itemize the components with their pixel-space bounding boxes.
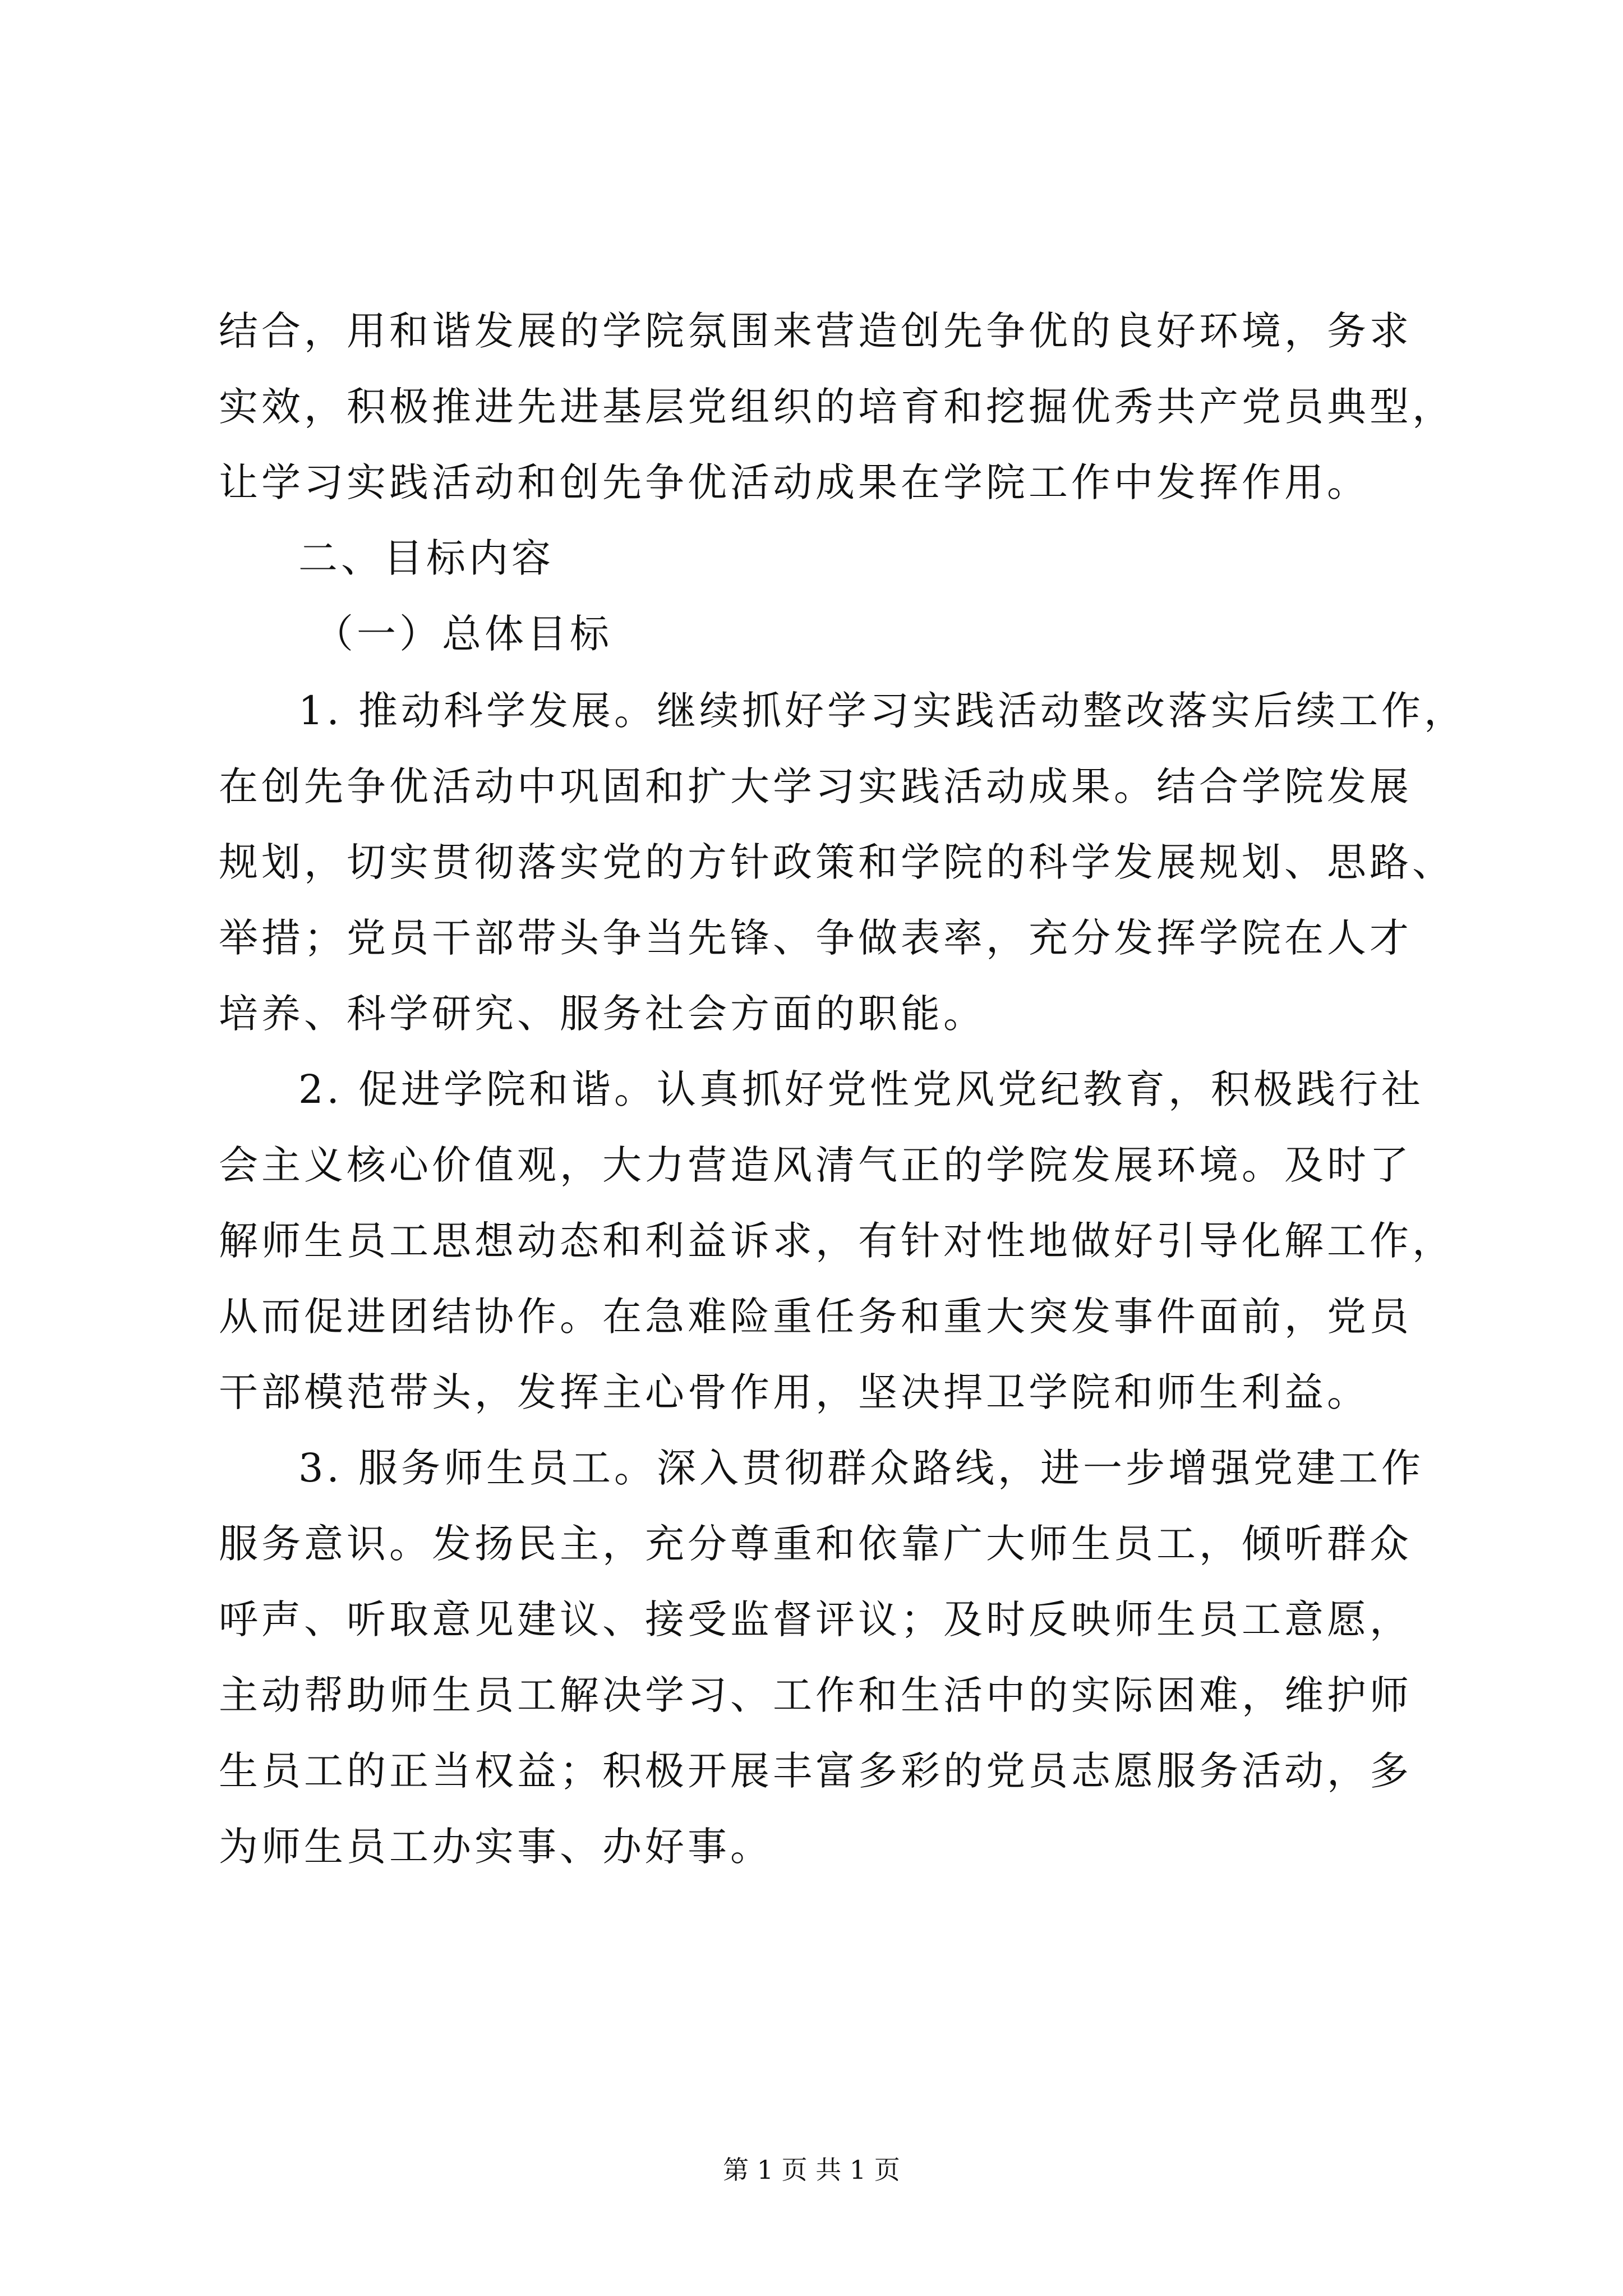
text-line: 干部模范带头，发挥主心骨作用，坚决捍卫学院和师生利益。 (219, 1369, 1370, 1415)
text-line: 从而促进团结协作。在急难险重任务和重大突发事件面前，党员 (219, 1294, 1412, 1340)
text-line: 主动帮助师生员工解决学习、工作和生活中的实际困难，维护师 (219, 1672, 1412, 1718)
text-line: 3. 服务师生员工。深入贯彻群众路线，进一步增强党建工作 (298, 1445, 1424, 1491)
section-heading: 二、目标内容 (298, 535, 554, 581)
text-line: 规划，切实贯彻落实党的方针政策和学院的科学发展规划、思路、 (219, 839, 1455, 885)
text-line: 结合，用和谐发展的学院氛围来营造创先争优的良好环境，务求 (219, 308, 1412, 354)
text-line: 为师生员工办实事、办好事。 (219, 1824, 773, 1870)
text-line: 会主义核心价值观，大力营造风清气正的学院发展环境。及时了 (219, 1142, 1412, 1188)
text-line: 举措；党员干部带头争当先锋、争做表率，充分发挥学院在人才 (219, 915, 1412, 961)
text-line: 2. 促进学院和谐。认真抓好党性党风党纪教育，积极践行社 (298, 1066, 1424, 1112)
text-line: 1. 推动科学发展。继续抓好学习实践活动整改落实后续工作， (298, 688, 1467, 734)
page-footer: 第 1 页 共 1 页 (723, 2155, 900, 2185)
subsection-heading: （一）总体目标 (314, 611, 612, 657)
text-line: 解师生员工思想动态和利益诉求，有针对性地做好引导化解工作， (219, 1218, 1455, 1264)
text-line: 让学习实践活动和创先争优活动成果在学院工作中发挥作用。 (219, 459, 1370, 505)
text-line: 培养、科学研究、服务社会方面的职能。 (219, 991, 986, 1037)
text-line: 呼声、听取意见建议、接受监督评议；及时反映师生员工意愿， (219, 1596, 1412, 1642)
text-line: 服务意识。发扬民主，充分尊重和依靠广大师生员工，倾听群众 (219, 1521, 1412, 1567)
text-line: 实效，积极推进先进基层党组织的培育和挖掘优秀共产党员典型， (219, 384, 1455, 430)
text-line: 在创先争优活动中巩固和扩大学习实践活动成果。结合学院发展 (219, 763, 1412, 809)
text-line: 生员工的正当权益；积极开展丰富多彩的党员志愿服务活动，多 (219, 1748, 1412, 1794)
